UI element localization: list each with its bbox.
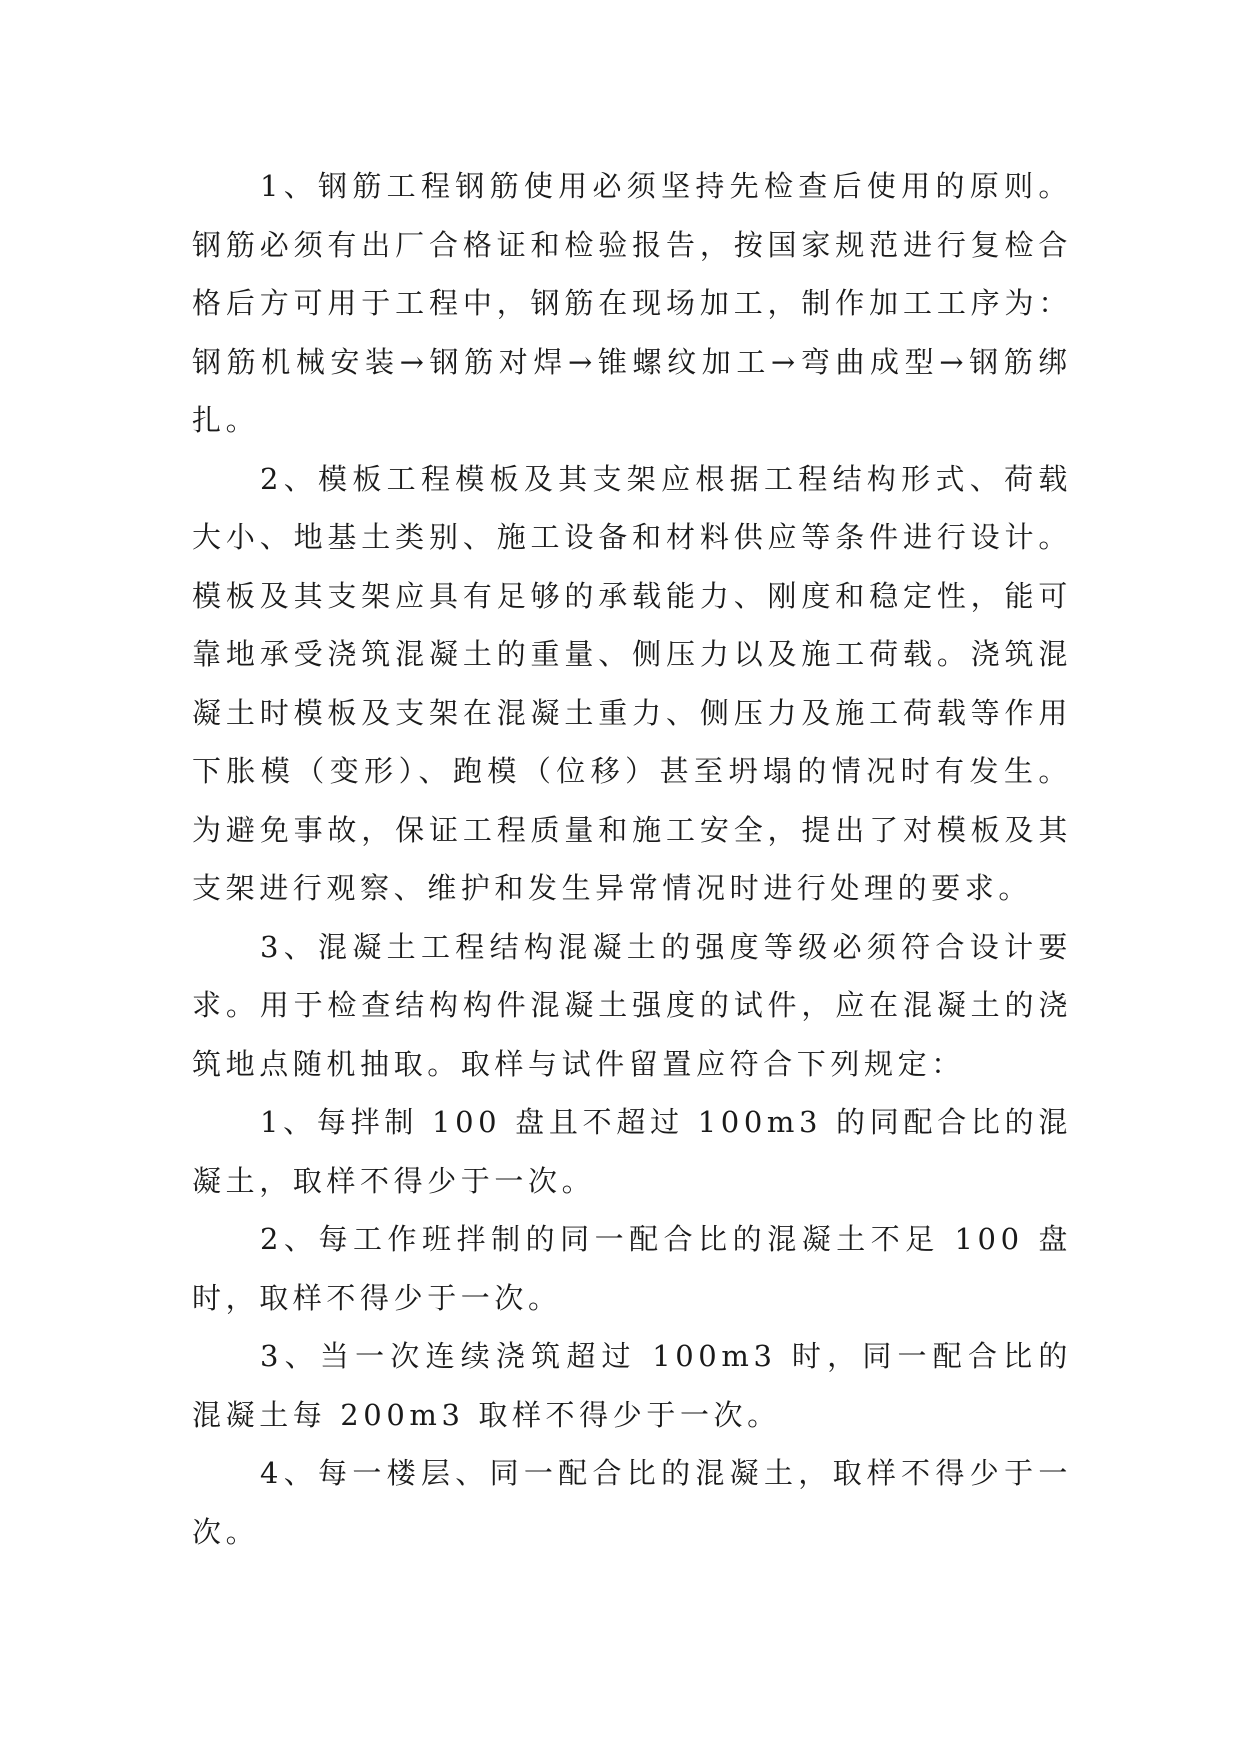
paragraph-sampling-rule-4: 4、每一楼层、同一配合比的混凝土，取样不得少于一次。 bbox=[192, 1456, 1072, 1549]
paragraph-sampling-rule-2: 2、每工作班拌制的同一配合比的混凝土不足 100 盘时，取样不得少于一次。 bbox=[192, 1222, 1072, 1315]
paragraph-sampling-rule-3: 3、当一次连续浇筑超过 100m3 时，同一配合比的混凝土每 200m3 取样不得少于一次。 bbox=[192, 1339, 1072, 1432]
document-body bbox=[192, 157, 1072, 1561]
paragraph-concrete-engineering: 3、混凝土工程结构混凝土的强度等级必须符合设计要求。用于检查结构构件混凝土强度的试件，应在混凝土的浇筑地点随机抽取。取样与试件留置应符合下列规定： bbox=[192, 929, 1072, 1081]
paragraph-rebar-engineering: 1、钢筋工程钢筋使用必须坚持先检查后使用的原则。钢筋必须有出厂合格证和检验报告，按国家规范进行复检合格后方可用于工程中，钢筋在现场加工，制作加工工序为：钢筋机械安装→钢筋对焊→锥螺纹加工→弯曲成型→钢筋绑扎。 bbox=[192, 169, 1072, 437]
paragraph-formwork-engineering: 2、模板工程模板及其支架应根据工程结构形式、荷载大小、地基土类别、施工设备和材料供应等条件进行设计。模板及其支架应具有足够的承载能力、刚度和稳定性，能可靠地承受浇筑混凝土的重量、侧压力以及施工荷载。浇筑混凝土时模板及支架在混凝土重力、侧压力及施工荷载等作用下胀模（变形）、跑模（位移）甚至坍塌的情况时有发生。为避免事故，保证工程质量和施工安全，提出了对模板及其支架进行观察、维护和发生异常情况时进行处理的要求。 bbox=[192, 461, 1072, 905]
paragraph-sampling-rule-1: 1、每拌制 100 盘且不超过 100m3 的同配合比的混凝土，取样不得少于一次。 bbox=[192, 1105, 1072, 1198]
